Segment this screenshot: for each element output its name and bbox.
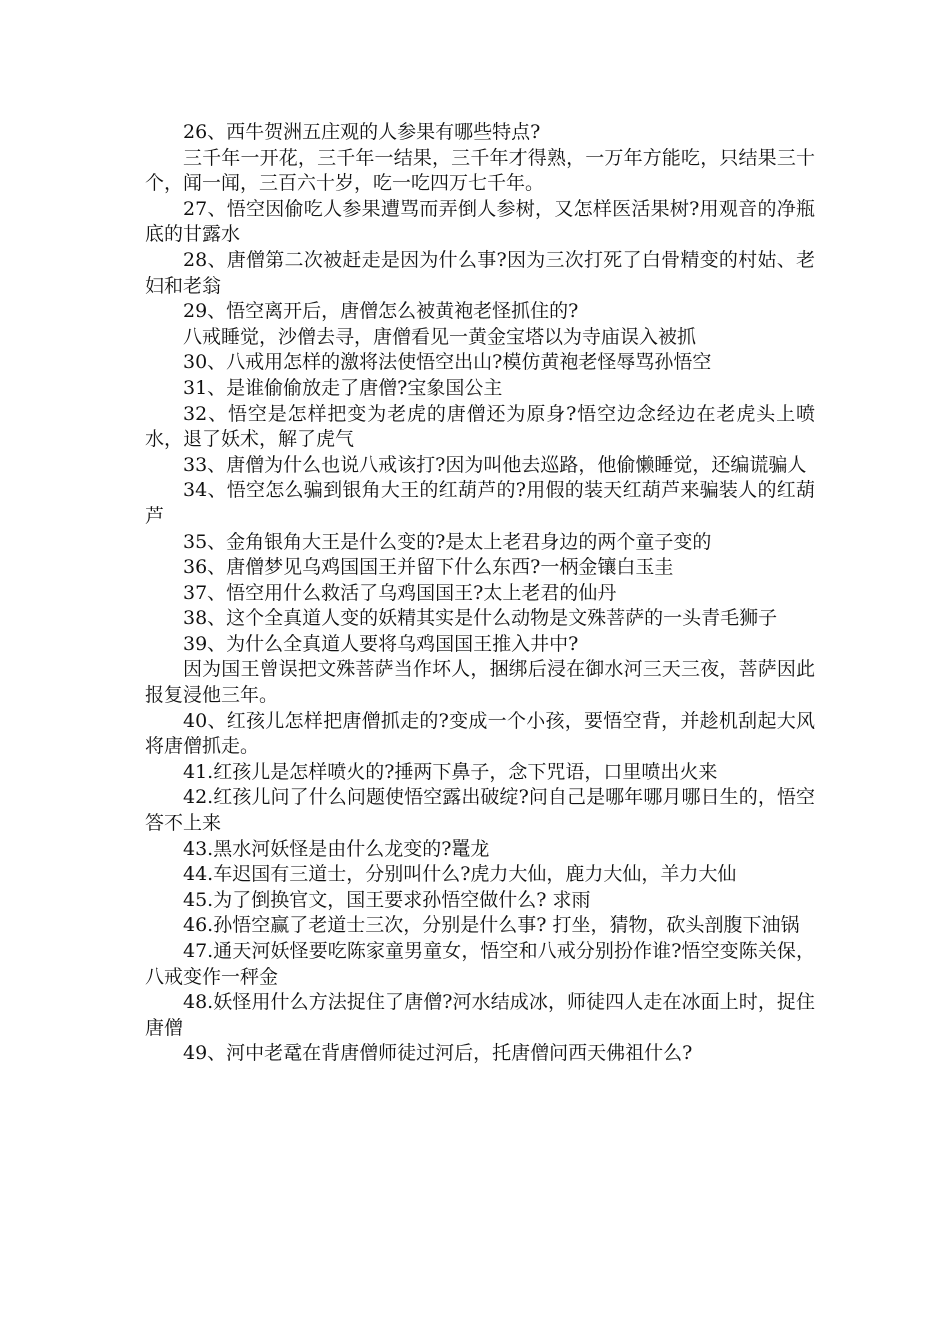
paragraph-q42: 42.红孩儿问了什么问题使悟空露出破绽?问自己是哪年哪月哪日生的，悟空答不上来 bbox=[145, 786, 815, 835]
paragraph-q43: 43.黑水河妖怪是由什么龙变的?鼍龙 bbox=[183, 837, 490, 860]
paragraph-q28: 28、唐僧第二次被赶走是因为什么事?因为三次打死了白骨精变的村姑、老妇和老翁 bbox=[145, 248, 815, 297]
paragraph-q30: 30、八戒用怎样的激将法使悟空出山?模仿黄袍老怪辱骂孙悟空 bbox=[183, 351, 712, 374]
paragraph-q47: 47.通天河妖怪要吃陈家童男童女，悟空和八戒分别扮作谁?悟空变陈关保，八戒变作一秤金 bbox=[145, 940, 815, 988]
paragraph-q26: 26、西牛贺洲五庄观的人参果有哪些特点? bbox=[183, 121, 541, 143]
paragraph-a39: 因为国王曾误把文殊菩萨当作坏人，捆绑后浸在御水河三天三夜，菩萨因此报复浸他三年。 bbox=[145, 658, 815, 707]
paragraph-q44: 44.车迟国有三道士，分别叫什么?虎力大仙，鹿力大仙，羊力大仙 bbox=[183, 863, 737, 886]
paragraph-a26: 三千年一开花，三千年一结果，三千年才得熟，一万年方能吃，只结果三十个，闻一闻，三百六十岁，吃一吃四万七千年。 bbox=[145, 146, 815, 195]
paragraph-q34: 34、悟空怎么骗到银角大王的红葫芦的?用假的装天红葫芦来骗装人的红葫芦 bbox=[145, 479, 815, 527]
paragraph-q40: 40、红孩儿怎样把唐僧抓走的?变成一个小孩，要悟空背，并趁机刮起大风将唐僧抓走。 bbox=[145, 709, 815, 758]
paragraph-q38: 38、这个全真道人变的妖精其实是什么动物是文殊菩萨的一头青毛狮子 bbox=[183, 607, 778, 630]
paragraph-q37: 37、悟空用什么救活了乌鸡国国王?太上老君的仙丹 bbox=[183, 581, 617, 604]
paragraph-q33: 33、唐僧为什么也说八戒该打?因为叫他去巡路，他偷懒睡觉，还编谎骗人 bbox=[183, 453, 807, 476]
paragraph-q41: 41.红孩儿是怎样喷火的?捶两下鼻子，念下咒语，口里喷出火来 bbox=[183, 760, 718, 783]
paragraph-a29: 八戒睡觉，沙僧去寻，唐僧看见一黄金宝塔以为寺庙误入被抓 bbox=[183, 325, 697, 348]
paragraph-q35: 35、金角银角大王是什么变的?是太上老君身边的两个童子变的 bbox=[183, 530, 712, 553]
paragraph-q32: 32、悟空是怎样把变为老虎的唐僧还为原身?悟空边念经边在老虎头上喷水，退了妖术，解了虎气 bbox=[145, 402, 815, 451]
paragraph-q31: 31、是谁偷偷放走了唐僧?宝象国公主 bbox=[183, 376, 503, 399]
document-page bbox=[145, 120, 815, 1067]
paragraph-q45: 45.为了倒换官文，国王要求孙悟空做什么? 求雨 bbox=[183, 888, 591, 911]
paragraph-q29: 29、悟空离开后，唐僧怎么被黄袍老怪抓住的? bbox=[183, 300, 579, 323]
paragraph-q48: 48.妖怪用什么方法捉住了唐僧?河水结成冰，师徒四人走在冰面上时，捉住唐僧 bbox=[145, 991, 815, 1039]
paragraph-q36: 36、唐僧梦见乌鸡国国王并留下什么东西?一柄金镶白玉圭 bbox=[183, 556, 674, 579]
paragraph-q49: 49、河中老鼋在背唐僧师徒过河后，托唐僧问西天佛祖什么? bbox=[183, 1042, 693, 1065]
paragraph-q27: 27、悟空因偷吃人参果遭骂而弄倒人参树，又怎样医活果树?用观音的净瓶底的甘露水 bbox=[145, 197, 815, 246]
paragraph-q39: 39、为什么全真道人要将乌鸡国国王推入井中? bbox=[183, 632, 579, 655]
paragraph-q46: 46.孙悟空赢了老道士三次，分别是什么事? 打坐，猜物，砍头剖腹下油锅 bbox=[183, 914, 800, 937]
